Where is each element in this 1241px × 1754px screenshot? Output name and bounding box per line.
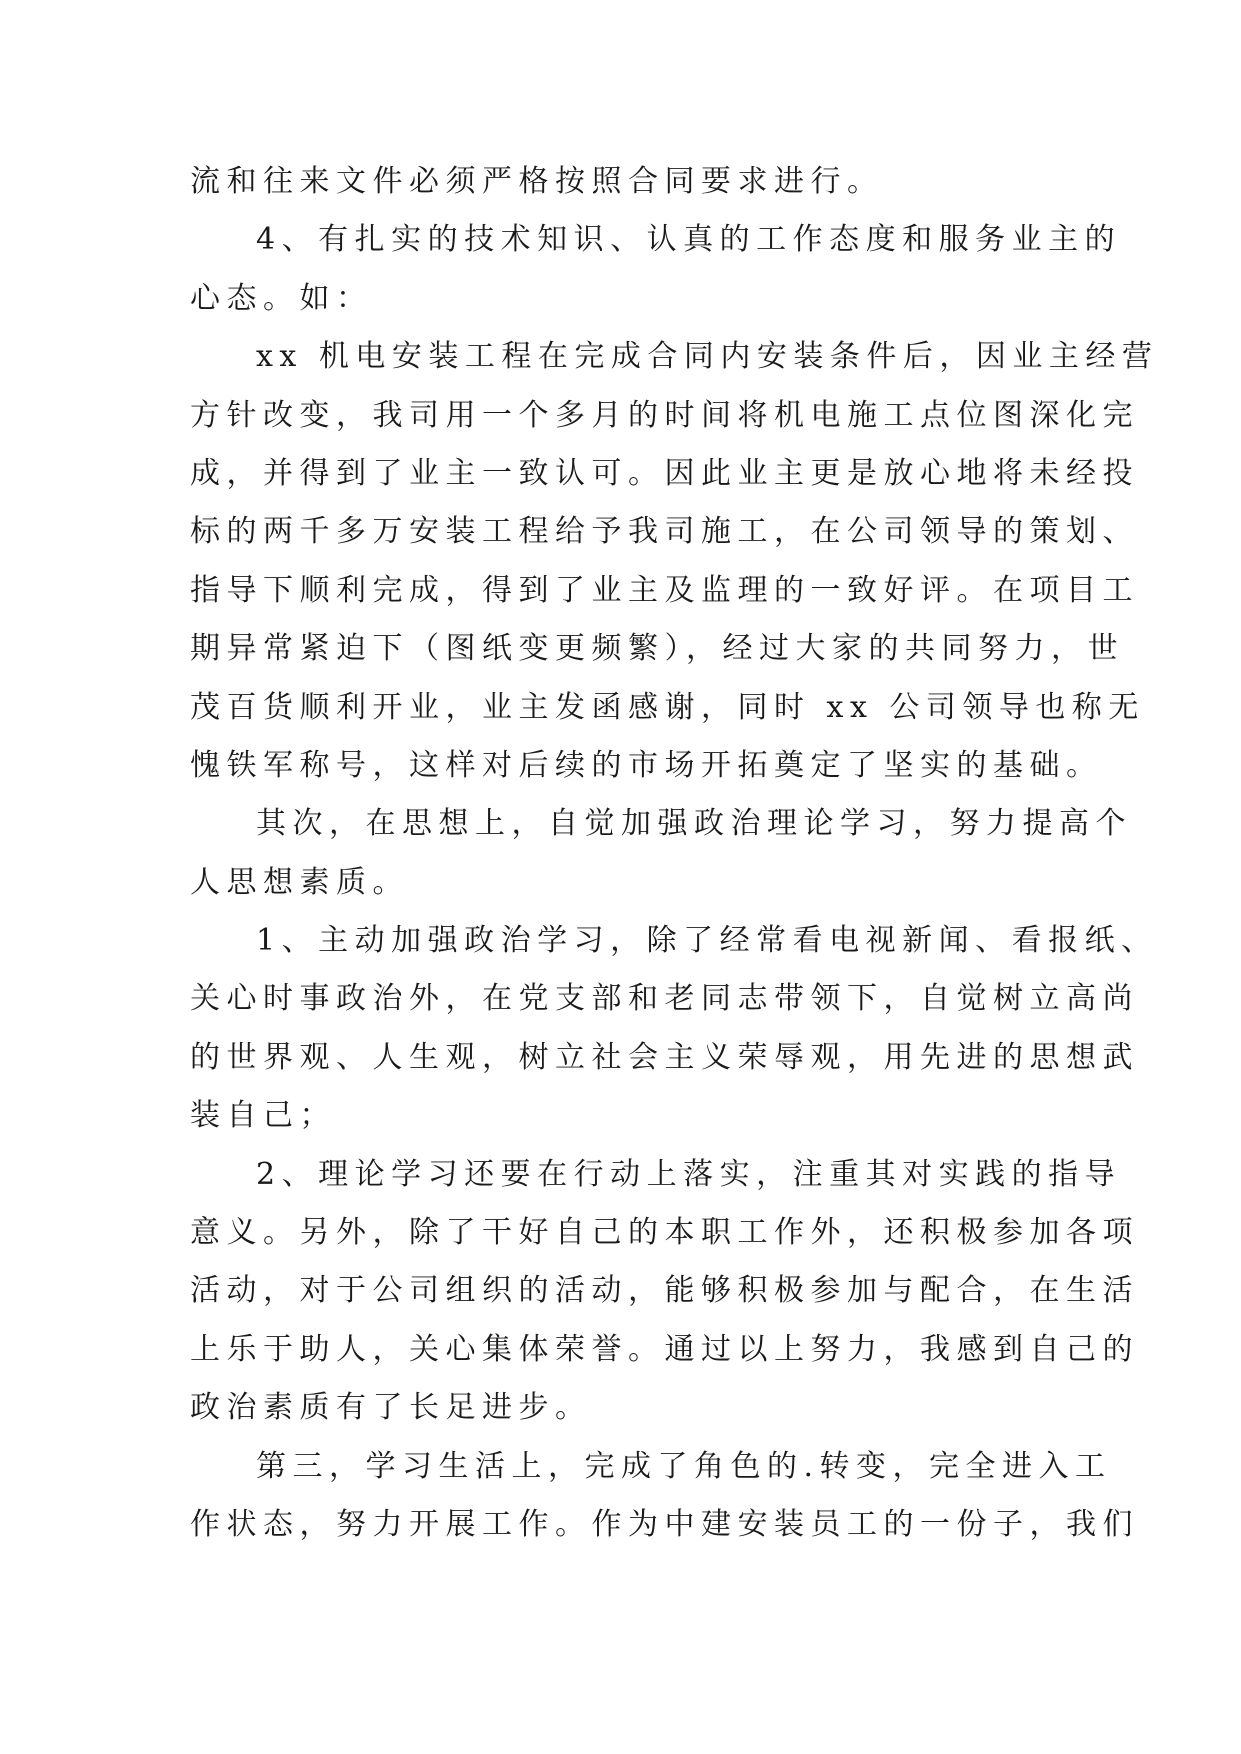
text-line: 期异常紧迫下（图纸变更频繁），经过大家的共同努力，世 xyxy=(190,631,1124,667)
text-line: 心态。如： xyxy=(190,280,373,316)
text-line: 人思想素质。 xyxy=(190,864,409,900)
text-line: 成，并得到了业主一致认可。因此业主更是放心地将未经投 xyxy=(190,455,1139,491)
text-line: 关心时事政治外，在党支部和老同志带领下，自觉树立高尚 xyxy=(190,981,1139,1017)
body-text xyxy=(190,153,1159,1554)
text-line: 第三，学习生活上，完成了角色的.转变，完全进入工 xyxy=(256,1448,1112,1484)
text-line: 意义。另外，除了干好自己的本职工作外，还积极参加各项 xyxy=(190,1215,1139,1251)
text-line: 指导下顺利完成，得到了业主及监理的一致好评。在项目工 xyxy=(190,572,1139,608)
text-line: 4、有扎实的技术知识、认真的工作态度和服务业主的 xyxy=(256,222,1122,258)
text-line: xx 机电安装工程在完成合同内安装条件后，因业主经营 xyxy=(256,339,1159,375)
text-line: 上乐于助人，关心集体荣誉。通过以上努力，我感到自己的 xyxy=(190,1331,1139,1367)
text-line: 的世界观、人生观，树立社会主义荣辱观，用先进的思想武 xyxy=(190,1039,1139,1075)
text-line: 活动，对于公司组织的活动，能够积极参加与配合，在生活 xyxy=(190,1273,1139,1309)
text-line: 1、主动加强政治学习，除了经常看电视新闻、看报纸、 xyxy=(256,923,1158,959)
text-line: 方针改变，我司用一个多月的时间将机电施工点位图深化完 xyxy=(190,397,1139,433)
text-line: 流和往来文件必须严格按照合同要求进行。 xyxy=(190,164,884,199)
text-line: 2、理论学习还要在行动上落实，注重其对实践的指导 xyxy=(256,1156,1122,1192)
text-line: 政治素质有了长足进步。 xyxy=(190,1390,592,1426)
text-line: 装自己； xyxy=(190,1098,336,1134)
text-line: 作状态，努力开展工作。作为中建安装员工的一份子，我们 xyxy=(190,1506,1139,1542)
text-line: 其次，在思想上，自觉加强政治理论学习，努力提高个 xyxy=(256,806,1132,842)
text-line: 愧铁军称号，这样对后续的市场开拓奠定了坚实的基础。 xyxy=(190,747,1103,783)
text-line: 茂百货顺利开业，业主发函感谢，同时 xx 公司领导也称无 xyxy=(190,689,1145,725)
text-line: 标的两千多万安装工程给予我司施工，在公司领导的策划、 xyxy=(190,514,1139,550)
